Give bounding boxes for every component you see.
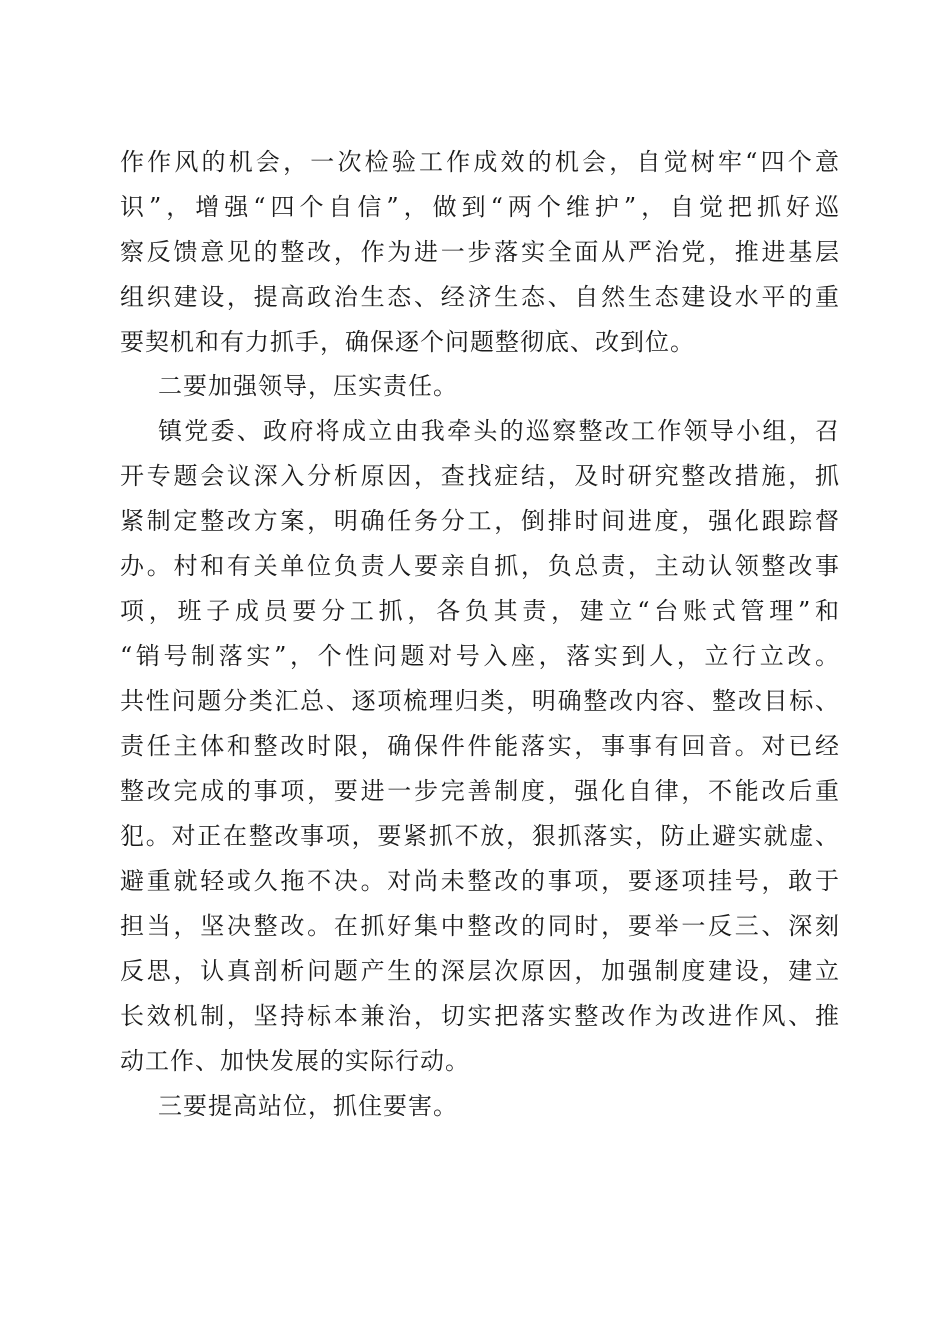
paragraph-line-1: 作作风的机会，一次检验工作成效的机会，自觉树牢“四个意 bbox=[120, 148, 840, 176]
paragraph-line-17: 避重就轻或久拖不决。对尚未整改的事项，要逐项挂号，敢于 bbox=[120, 867, 840, 895]
section-heading-3: 三要提高站位，抓住要害。 bbox=[158, 1092, 458, 1120]
paragraph-line-20: 长效机制，坚持标本兼治，切实把落实整改作为改进作风、推 bbox=[120, 1002, 840, 1030]
paragraph-line-2: 识”，增强“四个自信”，做到“两个维护”，自觉把抓好巡 bbox=[120, 193, 840, 221]
paragraph-line-4: 组织建设，提高政治生态、经济生态、自然生态建设水平的重 bbox=[120, 283, 840, 311]
paragraph-line-11: 项，班子成员要分工抓，各负其责，建立“台账式管理”和 bbox=[120, 597, 840, 625]
paragraph-line-14: 责任主体和整改时限，确保件件能落实，事事有回音。对已经 bbox=[120, 732, 840, 760]
paragraph-line-5: 要契机和有力抓手，确保逐个问题整彻底、改到位。 bbox=[120, 328, 695, 356]
paragraph-line-13: 共性问题分类汇总、逐项梳理归类，明确整改内容、整改目标、 bbox=[120, 687, 840, 715]
paragraph-line-12: “销号制落实”，个性问题对号入座，落实到人，立行立改。 bbox=[120, 642, 840, 670]
paragraph-line-7: 镇党委、政府将成立由我牵头的巡察整改工作领导小组，召 bbox=[158, 417, 840, 445]
paragraph-line-16: 犯。对正在整改事项，要紧抓不放，狠抓落实，防止避实就虚、 bbox=[120, 822, 840, 850]
paragraph-line-9: 紧制定整改方案，明确任务分工，倒排时间进度，强化跟踪督 bbox=[120, 507, 840, 535]
paragraph-line-15: 整改完成的事项，要进一步完善制度，强化自律，不能改后重 bbox=[120, 777, 840, 805]
section-heading-2: 二要加强领导，压实责任。 bbox=[158, 372, 458, 400]
paragraph-line-18: 担当，坚决整改。在抓好集中整改的同时，要举一反三、深刻 bbox=[120, 912, 840, 940]
paragraph-line-8: 开专题会议深入分析原因，查找症结，及时研究整改措施，抓 bbox=[120, 462, 840, 490]
paragraph-line-10: 办。村和有关单位负责人要亲自抓，负总责，主动认领整改事 bbox=[120, 552, 840, 580]
paragraph-line-3: 察反馈意见的整改，作为进一步落实全面从严治党，推进基层 bbox=[120, 238, 840, 266]
paragraph-line-19: 反思，认真剖析问题产生的深层次原因，加强制度建设，建立 bbox=[120, 957, 840, 985]
paragraph-line-21: 动工作、加快发展的实际行动。 bbox=[120, 1047, 470, 1075]
